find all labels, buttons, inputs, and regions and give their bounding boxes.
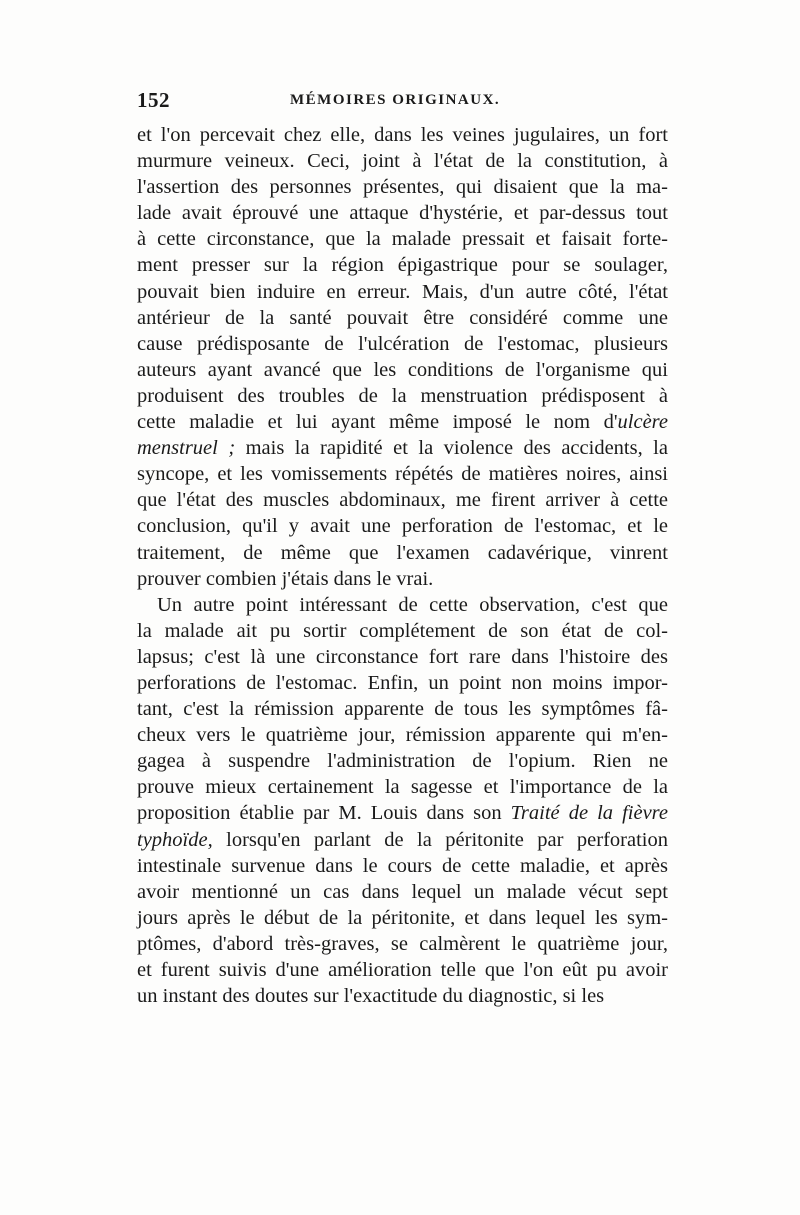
text-line-content: conclusion, qu'il y avait une perforation de l'estomac, et le bbox=[137, 515, 668, 538]
text-line bbox=[137, 644, 668, 670]
text-line bbox=[137, 305, 668, 331]
running-title: MÉMOIRES ORIGINAUX. bbox=[290, 92, 501, 108]
text-line-content: jours après le début de la péritonite, et dans lequel les sym- bbox=[137, 906, 668, 929]
text-line bbox=[137, 409, 668, 435]
text-line bbox=[137, 722, 668, 748]
text-line-content: pouvait bien induire en erreur. Mais, d'un autre côté, l'état bbox=[137, 280, 668, 303]
text-line bbox=[137, 800, 668, 826]
page-number: 152 bbox=[137, 88, 170, 112]
text-line bbox=[137, 957, 668, 983]
text-line-content: ptômes, d'abord très-graves, se calmèrent le quatrième jour, bbox=[137, 932, 668, 955]
italic-title: Traité de la fièvre bbox=[510, 802, 668, 825]
text-line-content: murmure veineux. Ceci, joint à l'état de la constitution, à bbox=[137, 150, 668, 173]
text-line bbox=[137, 513, 668, 539]
text-line-content: lapsus; c'est là une circonstance fort rare dans l'histoire des bbox=[137, 645, 668, 668]
text-line bbox=[137, 774, 668, 800]
text-line-content: l'assertion des personnes présentes, qui disaient que la ma- bbox=[137, 176, 668, 199]
text-line-content: lorsqu'en parlant de la péritonite par perforation bbox=[212, 828, 668, 851]
text-line bbox=[137, 357, 668, 383]
text-line bbox=[137, 905, 668, 931]
italic-title: ulcère bbox=[617, 411, 668, 434]
text-line-content: mais la rapidité et la violence des accidents, la bbox=[235, 437, 668, 460]
text-line-content: prouve mieux certainement la sagesse et l'importance de la bbox=[137, 776, 668, 799]
text-line-content: antérieur de la santé pouvait être considéré comme une bbox=[137, 306, 668, 329]
text-line-content: cause prédisposante de l'ulcération de l'estomac, plusieurs bbox=[137, 332, 668, 355]
text-line-content: Un autre point intéressant de cette observation, c'est que bbox=[157, 593, 668, 616]
body-text bbox=[137, 122, 668, 1009]
text-line bbox=[137, 879, 668, 905]
text-line bbox=[137, 540, 668, 566]
text-line bbox=[137, 487, 668, 513]
text-line bbox=[137, 435, 668, 461]
text-line-content: et furent suivis d'une amélioration telle que l'on eût pu avoir bbox=[137, 959, 668, 981]
text-line-content: syncope, et les vomissements répétés de matières noires, ainsi bbox=[137, 463, 668, 486]
text-line-content: gagea à suspendre l'administration de l'opium. Rien ne bbox=[137, 750, 668, 773]
text-line-content: tant, c'est la rémission apparente de tous les symptômes fâ- bbox=[137, 698, 668, 721]
text-line bbox=[137, 566, 668, 592]
text-line-content: la malade ait pu sortir complétement de son état de col- bbox=[137, 619, 668, 642]
text-line-content: proposition établie par M. Louis dans son bbox=[137, 802, 511, 825]
text-line bbox=[137, 748, 668, 774]
text-line-content: lade avait éprouvé une attaque d'hystérie, et par-dessus tout bbox=[137, 202, 668, 225]
running-head bbox=[137, 88, 667, 114]
text-line bbox=[137, 827, 668, 853]
italic-title: typhoïde, bbox=[137, 828, 213, 851]
text-line-content: prouver combien j'étais dans le vrai. bbox=[137, 567, 434, 590]
text-line-content: ment presser sur la région épigastrique pour se soulager, bbox=[137, 254, 668, 277]
text-line bbox=[137, 174, 668, 200]
text-line bbox=[137, 331, 668, 357]
text-line-content: traitement, de même que l'examen cadavérique, vinrent bbox=[137, 541, 668, 564]
text-line bbox=[137, 670, 668, 696]
text-line bbox=[137, 983, 668, 1009]
text-line bbox=[137, 931, 668, 957]
text-line bbox=[137, 618, 668, 644]
text-line bbox=[137, 853, 668, 879]
text-line bbox=[137, 383, 668, 409]
text-line bbox=[137, 279, 668, 305]
text-line bbox=[137, 592, 668, 618]
text-line bbox=[137, 696, 668, 722]
text-line-content: avoir mentionné un cas dans lequel un malade vécut sept bbox=[137, 880, 668, 903]
text-line-content: auteurs ayant avancé que les conditions de l'organisme qui bbox=[137, 358, 668, 381]
text-line-content: produisent des troubles de la menstruation prédisposent à bbox=[137, 384, 668, 407]
text-line-content: que l'état des muscles abdominaux, me firent arriver à cette bbox=[137, 489, 668, 512]
text-line-content: cette maladie et lui ayant même imposé le nom d' bbox=[137, 411, 618, 434]
text-line-content: cheux vers le quatrième jour, rémission apparente qui m'en- bbox=[137, 724, 668, 747]
text-line bbox=[137, 226, 668, 252]
text-line bbox=[137, 200, 668, 226]
text-line bbox=[137, 122, 668, 148]
text-line bbox=[137, 461, 668, 487]
text-line-content: perforations de l'estomac. Enfin, un point non moins impor- bbox=[137, 671, 668, 694]
text-line-content: intestinale survenue dans le cours de cette maladie, et après bbox=[137, 854, 668, 877]
text-line-content: à cette circonstance, que la malade pressait et faisait forte- bbox=[137, 228, 668, 251]
text-line-content: et l'on percevait chez elle, dans les veines jugulaires, un fort bbox=[137, 124, 668, 146]
text-line-content: un instant des doutes sur l'exactitude du diagnostic, si les bbox=[137, 985, 605, 1008]
italic-title: menstruel ; bbox=[137, 437, 236, 460]
text-line bbox=[137, 148, 668, 174]
text-line bbox=[137, 252, 668, 278]
